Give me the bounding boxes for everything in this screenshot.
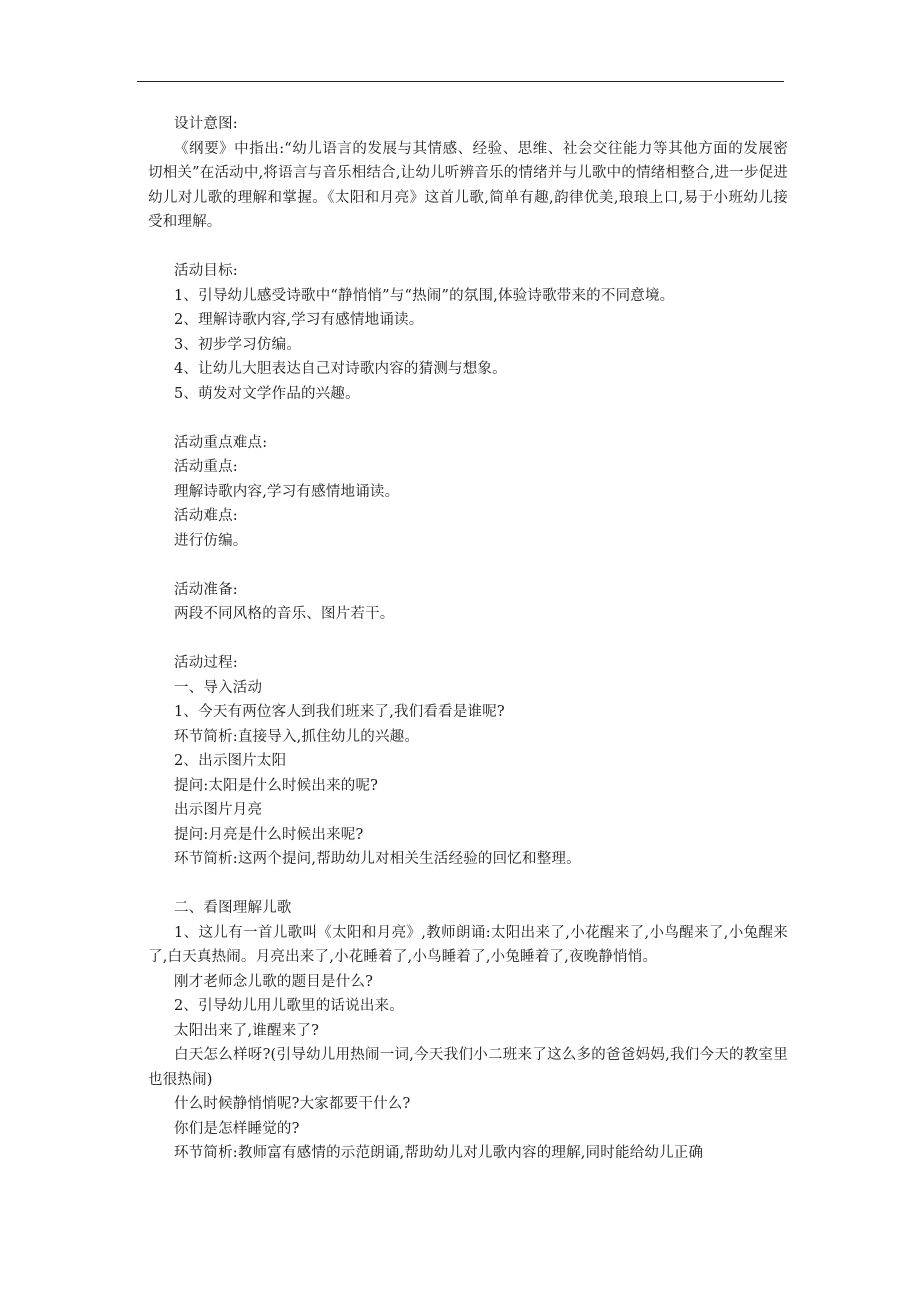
part1-line: 2、出示图片太阳	[174, 753, 287, 769]
goal-item: 5、萌发对文学作品的兴趣。	[174, 385, 360, 402]
part2-line: 刚才老师念儿歌的题目是什么?	[174, 973, 374, 990]
goal-item: 2、理解诗歌内容,学习有感情地诵读。	[174, 312, 424, 328]
part1-title: 一、导入活动	[174, 679, 263, 696]
part1-line: 1、今天有两位客人到我们班来了,我们看看是谁呢?	[174, 704, 505, 720]
part2-analysis: 环节简析:教师富有感情的示范朗诵,帮助幼儿对儿歌内容的理解,同时能给幼儿正确	[174, 1145, 704, 1161]
goal-item: 4、让幼儿大胆表达自己对诗歌内容的猜测与想象。	[174, 361, 507, 377]
part2-daytime-paragraph: 白天怎么样呀?(引导幼儿用热闹一词,今天我们小二班来了这么多的爸爸妈妈,我们今天的教室里也很热闹)	[148, 1047, 788, 1088]
goal-item: 1、引导幼儿感受诗歌中“静悄悄”与“热闹”的氛围,体验诗歌带来的不同意境。	[174, 287, 675, 304]
goal-item: 3、初步学习仿编。	[174, 336, 302, 353]
header-rule	[137, 81, 784, 82]
document-body	[148, 112, 788, 1166]
focus-label: 活动重点:	[174, 459, 238, 475]
difficulty-text: 进行仿编。	[174, 532, 248, 549]
part1-line: 提问:月亮是什么时候出来呢?	[174, 826, 364, 843]
part1-line: 提问:太阳是什么时候出来的呢?	[174, 777, 379, 794]
intent-heading: 设计意图:	[174, 116, 238, 132]
part2-line: 太阳出来了,谁醒来了?	[174, 1022, 320, 1039]
part2-title: 二、看图理解儿歌	[174, 900, 292, 916]
part2-line: 什么时候静悄悄呢?大家都要干什么?	[174, 1096, 411, 1112]
part1-line: 出示图片月亮	[174, 802, 263, 818]
difficulty-label: 活动难点:	[174, 508, 238, 524]
keypoints-heading: 活动重点难点:	[174, 434, 268, 451]
prep-text: 两段不同风格的音乐、图片若干。	[174, 606, 395, 622]
part1-line: 环节简析:这两个提问,帮助幼儿对相关生活经验的回忆和整理。	[174, 851, 581, 867]
intent-paragraph: 《纲要》中指出:“幼儿语言的发展与其情感、经验、思维、社会交往能力等其他方面的发展密切相关”在活动中,将语言与音乐相结合,让幼儿听辨音乐的情绪并与儿歌中的情绪相整合,进一步促进幼儿对儿歌的理解和掌握。《太阳和月亮》这首儿歌,简单有趣,韵律优美,琅琅上口,易于小班幼儿接受和理解。	[148, 140, 788, 230]
prep-heading: 活动准备:	[174, 581, 238, 598]
part1-line: 环节简析:直接导入,抓住幼儿的兴趣。	[174, 728, 420, 745]
goals-heading: 活动目标:	[174, 263, 238, 279]
part2-poem-paragraph: 1、这儿有一首儿歌叫《太阳和月亮》,教师朗诵:太阳出来了,小花醒来了,小鸟醒来了,小兔醒来了,白天真热闹。月亮出来了,小花睡着了,小鸟睡着了,小兔睡着了,夜晚静悄悄。	[148, 924, 788, 965]
part2-line: 你们是怎样睡觉的?	[174, 1120, 300, 1137]
part2-line: 2、引导幼儿用儿歌里的话说出来。	[174, 998, 404, 1014]
process-heading: 活动过程:	[174, 655, 238, 671]
focus-text: 理解诗歌内容,学习有感情地诵读。	[174, 483, 400, 500]
